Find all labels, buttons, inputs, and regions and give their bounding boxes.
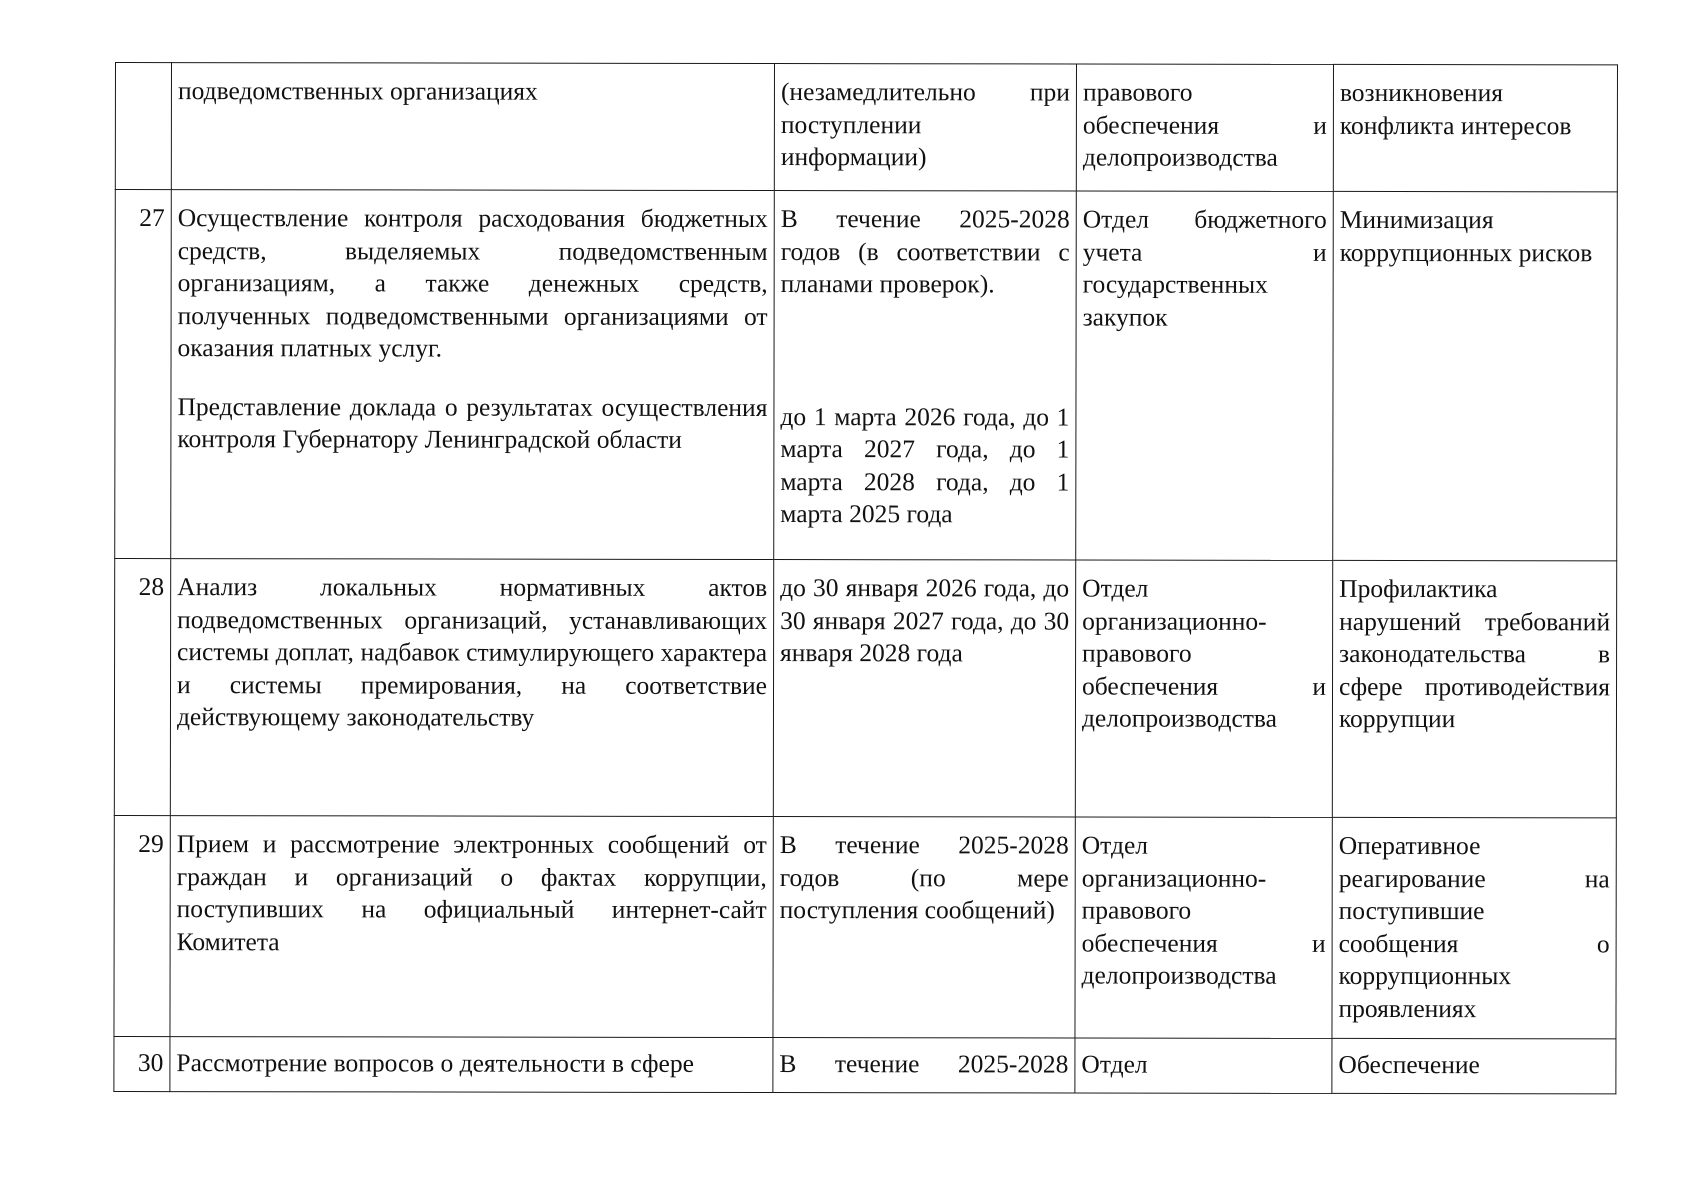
activity-cell — [171, 63, 774, 191]
term-text: В течение 2025-2028 годов (по мере поступления сообщений) — [779, 830, 1069, 925]
term-cell — [773, 817, 1075, 1038]
activity-text: Осуществление контроля расходования бюджетных средств, выделяемых подведомственным организациям, а также денежных средств, полученных подведомственными организациями от оказания платных услуг. — [177, 203, 768, 363]
activity-cell — [171, 190, 775, 560]
term-cell — [774, 191, 1077, 560]
result-cell: возникновения конфликта интересов — [1333, 64, 1617, 191]
responsible-cell: Отдел организационно-правового обеспечения и делопроизводства — [1075, 560, 1332, 817]
anticorruption-plan-table — [113, 62, 1618, 1094]
responsible-cell: Отдел бюджетного учета и государственных закупок — [1076, 191, 1334, 560]
result-cell: Профилактика нарушений требований законодательства в сфере противодействия коррупции — [1332, 560, 1616, 817]
table-row — [114, 815, 1616, 1038]
activity-cell — [170, 1037, 773, 1093]
result-cell: Обеспечение — [1332, 1038, 1616, 1093]
activity-text: Рассмотрение вопросов о деятельности в сфере — [176, 1048, 694, 1078]
result-cell: Минимизация коррупционных рисков — [1333, 191, 1618, 560]
activity-cell — [170, 816, 773, 1038]
term-cell — [773, 560, 1075, 817]
term-text: В течение 2025-2028 — [779, 1049, 1069, 1079]
row-number: 27 — [115, 190, 172, 559]
row-number: 29 — [114, 815, 170, 1036]
table-row — [114, 559, 1616, 818]
term-cell — [773, 1038, 1075, 1093]
table-row — [115, 190, 1618, 561]
result-cell: Оперативное реагирование на поступившие сообщения о коррупционных проявлениях — [1332, 817, 1616, 1038]
activity-text: Прием и рассмотрение электронных сообщений от граждан и организаций о фактах коррупции, поступивших на официальный интернет-сайт Комитета — [176, 829, 767, 956]
row-number: 30 — [114, 1036, 170, 1091]
term-text: В течение 2025-2028 годов (в соответствии с планами проверок). — [780, 204, 1070, 299]
activity-text: Представление доклада о результатах осуществления контроля Губернатору Ленинградской области — [177, 391, 768, 454]
row-number: 28 — [114, 559, 170, 816]
table-row — [114, 1036, 1616, 1093]
activity-text: Анализ локальных нормативных актов подведомственных организаций, устанавливающих системы доплат, надбавок стимулирующего характера и системы премирования, на соответствие действующему законодательству — [176, 572, 768, 732]
activity-text: подведомственных организациях — [177, 76, 538, 106]
responsible-cell: правового обеспечения и делопроизводства — [1076, 64, 1333, 191]
row-number — [115, 63, 171, 190]
term-spacer — [780, 301, 1069, 401]
responsible-cell: Отдел организационно-правового обеспечения и делопроизводства — [1075, 817, 1332, 1038]
term-text: до 30 января 2026 года, до 30 января 2027 года, до 30 января 2028 года — [780, 573, 1070, 668]
term-cell — [774, 64, 1076, 191]
activity-cell — [170, 559, 773, 817]
term-text: (незамедлительно при поступлении информации) — [780, 77, 1070, 172]
table-row — [115, 63, 1617, 192]
responsible-cell: Отдел — [1075, 1038, 1332, 1093]
term-text: до 1 марта 2026 года, до 1 марта 2027 года, до 1 марта 2028 года, до 1 марта 2025 года — [780, 401, 1070, 529]
